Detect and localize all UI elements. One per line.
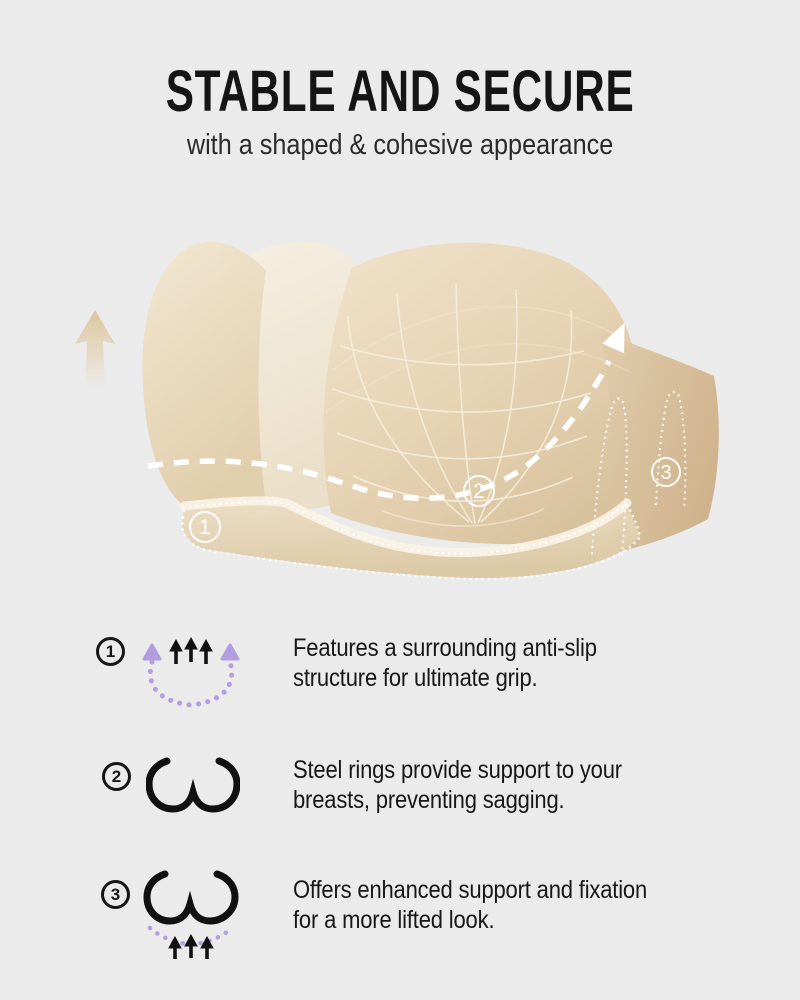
feature-2-number-text: 2 xyxy=(111,766,122,786)
feature-3-number xyxy=(101,880,130,909)
anti-slip-grip-icon xyxy=(138,636,244,720)
lift-direction-arrow-icon xyxy=(75,310,115,390)
feature-1-number-text: 1 xyxy=(105,641,116,661)
feature-2-number xyxy=(102,762,131,791)
feature-1-text xyxy=(293,633,597,693)
steel-ring-underwire-icon xyxy=(146,757,240,813)
feature-2-line-2: breasts, preventing sagging. xyxy=(293,786,565,814)
page-subtitle: with a shaped & cohesive appearance xyxy=(186,129,614,161)
feature-3-line-1: Offers enhanced support and fixation xyxy=(293,876,648,904)
marker-2-number: 2 xyxy=(473,480,485,503)
bra-illustration-graphic xyxy=(60,220,740,600)
feature-2-text xyxy=(293,755,622,815)
up-arrows-icon xyxy=(170,638,212,664)
bra-back-band xyxy=(142,242,266,519)
feature-1-line-1: Features a surrounding anti-slip xyxy=(293,634,597,662)
feature-1-number xyxy=(96,637,125,666)
marker-1-number: 1 xyxy=(199,516,211,539)
marker-3-number: 3 xyxy=(660,462,672,484)
feature-1-line-2: structure for ultimate grip. xyxy=(293,664,538,692)
up-arrows-icon xyxy=(169,935,213,959)
feature-3-line-2: for a more lifted look. xyxy=(293,906,495,934)
bra-illustration xyxy=(60,220,740,600)
feature-3-text xyxy=(293,875,647,935)
lift-fixation-icon xyxy=(142,870,240,960)
feature-2-line-1: Steel rings provide support to your xyxy=(293,756,622,784)
feature-3-number-text: 3 xyxy=(110,884,121,904)
page-title: STABLE AND SECURE xyxy=(165,59,635,124)
